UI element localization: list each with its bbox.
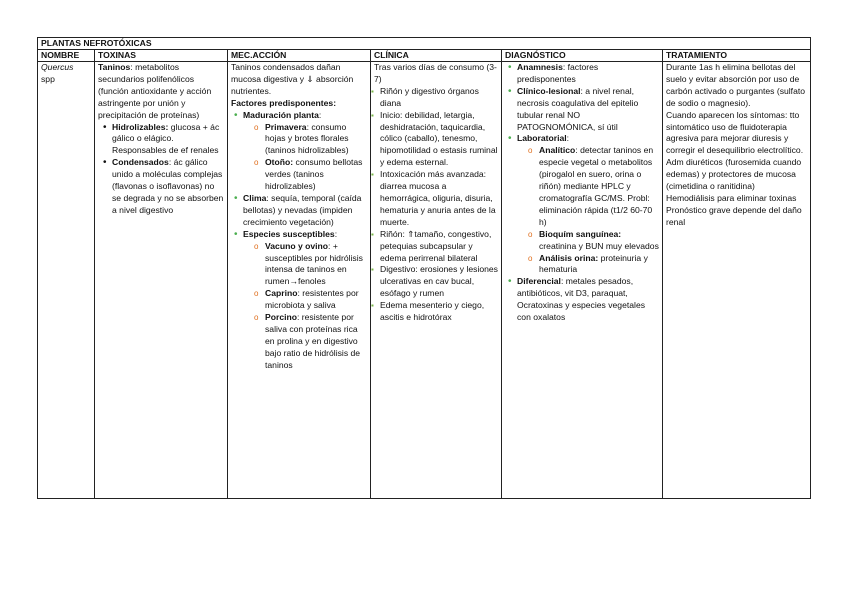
toxinas-list	[98, 122, 224, 217]
nephrotoxic-plants-table	[37, 37, 811, 499]
table-title: PLANTAS NEFROTÓXICAS	[38, 38, 811, 50]
table-row	[38, 62, 811, 499]
header-toxinas: TOXINAS	[95, 50, 228, 62]
list-item: o Analítico: detectar taninos en especie vegetal o metabolitos (pirogalol en suero, orina o riñón) mediante HPLC y cromatografía GC/MS. Probl: eliminación rápida (t1/2 60-70 h)	[517, 145, 659, 228]
cell-mec-accion	[228, 62, 371, 499]
list-item: ▪ Intoxicación más avanzada: diarrea mucosa a hemorrágica, oliguria, disuria, hematuria y anuria antes de la muerte.	[371, 169, 498, 229]
mec-intro: Taninos condensados dañan mucosa digestiva y ⇓ absorción nutrientes.	[231, 62, 354, 96]
list-item: ▪ Inicio: debilidad, letargia, deshidratación, taquicardia, cólico (caballo), tenesmo, hipomotilidad o estasis ruminal y edema esternal.	[371, 110, 498, 170]
list-item: ▪ Edema mesenterio y ciego, ascitis e hidrotórax	[371, 300, 498, 324]
plant-species: spp	[41, 73, 55, 84]
list-item: o Caprino: resistentes por microbiota y saliva	[243, 288, 367, 312]
list-item: o Primavera: consumo hojas y brotes florales (taninos hidrolizables)	[243, 122, 367, 158]
list-item: o Vacuno y ovino: + susceptibles por hidrólisis intensa de taninos en rumen→fenoles	[243, 241, 367, 289]
list-item: • Diferencial: metales pesados, antibióticos, vit D3, paraquat, Ocratoxinas y especies vegetales con oxalatos	[505, 276, 659, 324]
table-title-row	[38, 38, 811, 50]
tratamiento-paragraph: Durante 1as h elimina bellotas del suelo y evitar absorción por uso de carbón activado o purgantes (sulfato de sodio o magnesio).	[666, 62, 806, 108]
diagnostico-sublist	[517, 145, 659, 276]
header-tratamiento: TRATAMIENTO	[663, 50, 811, 62]
tratamiento-paragraph: Cuando aparecen los síntomas: tto sintomático uso de fluidoterapia agresiva para mejorar diuresis y corregir el desequilibrio electrolítico. Adm diuréticos (furosemida cuando edemas) y protectores de mucosa (cimetidina o ranitidina)	[666, 109, 804, 192]
header-nombre: NOMBRE	[38, 50, 95, 62]
list-item: • Clima: sequía, temporal (caída bellotas) y nevadas (impiden crecimiento vegetación)	[231, 193, 367, 229]
cell-toxinas	[95, 62, 228, 499]
list-item: • Anamnesis: factores predisponentes	[505, 62, 659, 86]
list-item: • Maduración planta: o Primavera: consumo hojas y brotes florales (taninos hidrolizables) o Otoño: consumo bellotas verdes (taninos hidrolizables)	[231, 110, 367, 193]
diagnostico-list	[505, 62, 659, 324]
list-item: ▪ Digestivo: erosiones y lesiones ulcerativas en cav bucal, esófago y rumen	[371, 264, 498, 300]
header-row	[38, 50, 811, 62]
list-item: • Especies susceptibles: o Vacuno y ovino: + susceptibles por hidrólisis intensa de taninos en rumen→fenoles o Caprino: resistentes por microbiota y saliva o Porcino: resistente por saliva con proteínas rica en prolina y en digestivo bajo ratio de hidrólisis de taninos	[231, 229, 367, 372]
clinica-intro: Tras varios días de consumo (3-7)	[374, 62, 497, 84]
header-mec-accion: MEC.ACCIÓN	[228, 50, 371, 62]
mec-list	[231, 110, 367, 372]
list-item: ▪ Riñón y digestivo órganos diana	[371, 86, 498, 110]
list-item: • Clínico-lesional: a nivel renal, necrosis coagulativa del epitelio tubular renal NO PATOGNOMÓNICA, sí útil	[505, 86, 659, 134]
mec-factores-label: Factores predisponentes:	[231, 97, 337, 108]
list-item: • Laboratorial: o Analítico: detectar taninos en especie vegetal o metabolitos (pirogalol en suero, orina o riñón) mediante HPLC y cromatografía GC/MS. Probl: eliminación rápida (t1/2 60-70 h) o Bioquím sanguínea: creatinina y BUN muy elevados o Análisis orina: proteinuria y hematuria	[505, 133, 659, 276]
mec-sublist	[243, 241, 367, 372]
mec-sublist	[243, 122, 367, 193]
plant-genus: Quercus	[41, 62, 74, 72]
cell-clinica	[371, 62, 502, 499]
list-item: o Análisis orina: proteinuria y hematuria	[517, 253, 659, 277]
header-diagnostico: DIAGNÓSTICO	[502, 50, 663, 62]
cell-diagnostico	[502, 62, 663, 499]
tratamiento-paragraph: Hemodiálisis para eliminar toxinas	[666, 192, 797, 203]
cell-tratamiento	[663, 62, 811, 499]
list-item: ▪ Riñón: ⇑tamaño, congestivo, petequias subcapsular y edema perirrenal bilateral	[371, 229, 498, 265]
list-item: o Bioquím sanguínea: creatinina y BUN muy elevados	[517, 229, 659, 253]
list-item: • Condensados: ác gálico unido a moléculas complejas (flavonas o isoflavonas) no se degrada y no se absorben a nivel digestivo	[98, 157, 224, 217]
header-clinica: CLÍNICA	[371, 50, 502, 62]
toxinas-intro: Taninos: metabolitos secundarios polifenólicos (función antioxidante y acción astringente por unión y precipitación de proteínas)	[98, 62, 212, 120]
cell-nombre	[38, 62, 95, 499]
clinica-list	[371, 86, 498, 324]
list-item: o Porcino: resistente por saliva con proteínas rica en prolina y en digestivo bajo ratio de hidrólisis de taninos	[243, 312, 367, 372]
tratamiento-paragraph: Pronóstico grave depende del daño renal	[666, 204, 802, 227]
list-item: • Hidrolizables: glucosa + ác gálico o elágico. Responsables de ef renales	[98, 122, 224, 158]
list-item: o Otoño: consumo bellotas verdes (taninos hidrolizables)	[243, 157, 367, 193]
